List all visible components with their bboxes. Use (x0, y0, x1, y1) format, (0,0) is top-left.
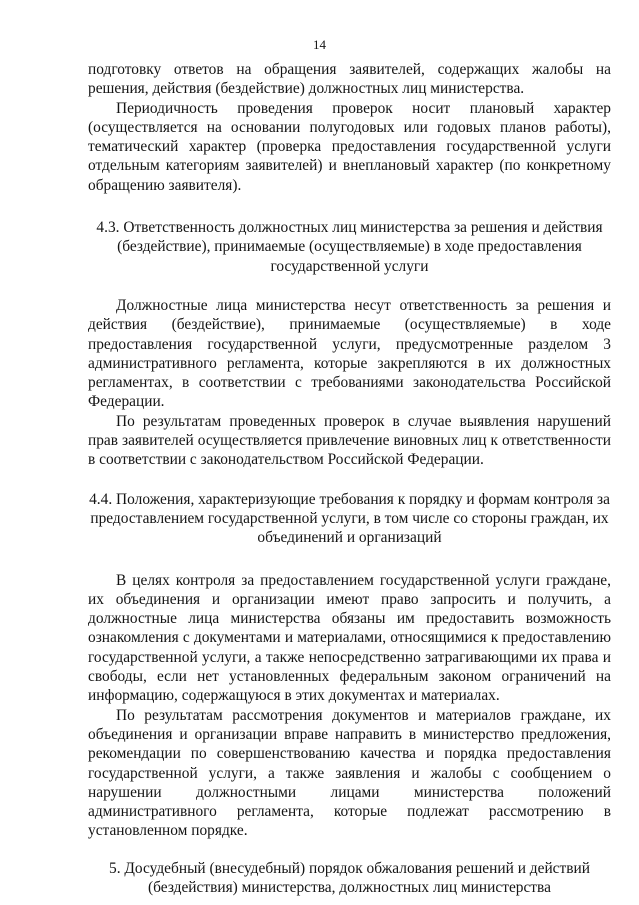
paragraph-inspection-periodicity: Периодичность проведения проверок носит плановый характер (осуществляется на основании полугодовых или годовых планов работы), тематический характер (проверка предоставления государственной услуги отдельным категориям заявителей) и внеплановый характер (по конкретному обращению заявителя). (88, 99, 611, 194)
paragraph-continuation: подготовку ответов на обращения заявителей, содержащих жалобы на решения, действия (бездействие) должностных лиц министерства. (88, 61, 611, 98)
paragraph-citizen-control: В целях контроля за предоставлением государственной услуги граждане, их объединения и организации имеют право запросить и получить, а должностные лица министерства обязаны им предоставить возможность ознакомления с документами и материалами, относящимися к предоставлению государственной услуги, а также непосредственно затрагивающими их права и свободы, если нет установленных федеральным законом ограничений на информацию, содержащуюся в этих документах и материалах. (88, 571, 611, 705)
paragraph-review-results: По результатам рассмотрения документов и материалов граждане, их объединения и организации вправе направить в министерство предложения, рекомендации по совершенствованию качества и порядка предоставления государственной услуги, а также заявления и жалобы с сообщением о нарушении должностными лицами министерства положений административного регламента, которые подлежат рассмотрению в установленном порядке. (88, 706, 611, 840)
paragraph-inspection-results: По результатам проведенных проверок в случае выявления нарушений прав заявителей осуществляется привлечение виновных лиц к ответственности в соответствии с законодательством Российской Федерации. (88, 412, 611, 469)
paragraph-officials-responsibility: Должностные лица министерства несут ответственность за решения и действия (бездействие), принимаемые (осуществляемые) в ходе предоставления государственной услуги, предусмотренные разделом 3 административного регламента, которые закрепляются в их должностных регламентах, в соответствии с требованиями законодательства Российской Федерации. (88, 296, 611, 411)
section-heading-4-4: 4.4. Положения, характеризующие требования к порядку и формам контроля за предоставлением государственной услуги, в том числе со стороны граждан, их объединений и организаций (89, 490, 610, 547)
page-number: 14 (313, 37, 326, 52)
document-body (88, 60, 611, 897)
section-heading-5: 5. Досудебный (внесудебный) порядок обжалования решений и действий (бездействия) министерства, должностных лиц министерства (109, 859, 590, 896)
section-heading-4-3: 4.3. Ответственность должностных лиц министерства за решения и действия (бездействие), принимаемые (осуществляемые) в ходе предоставления государственной услуги (96, 219, 603, 275)
